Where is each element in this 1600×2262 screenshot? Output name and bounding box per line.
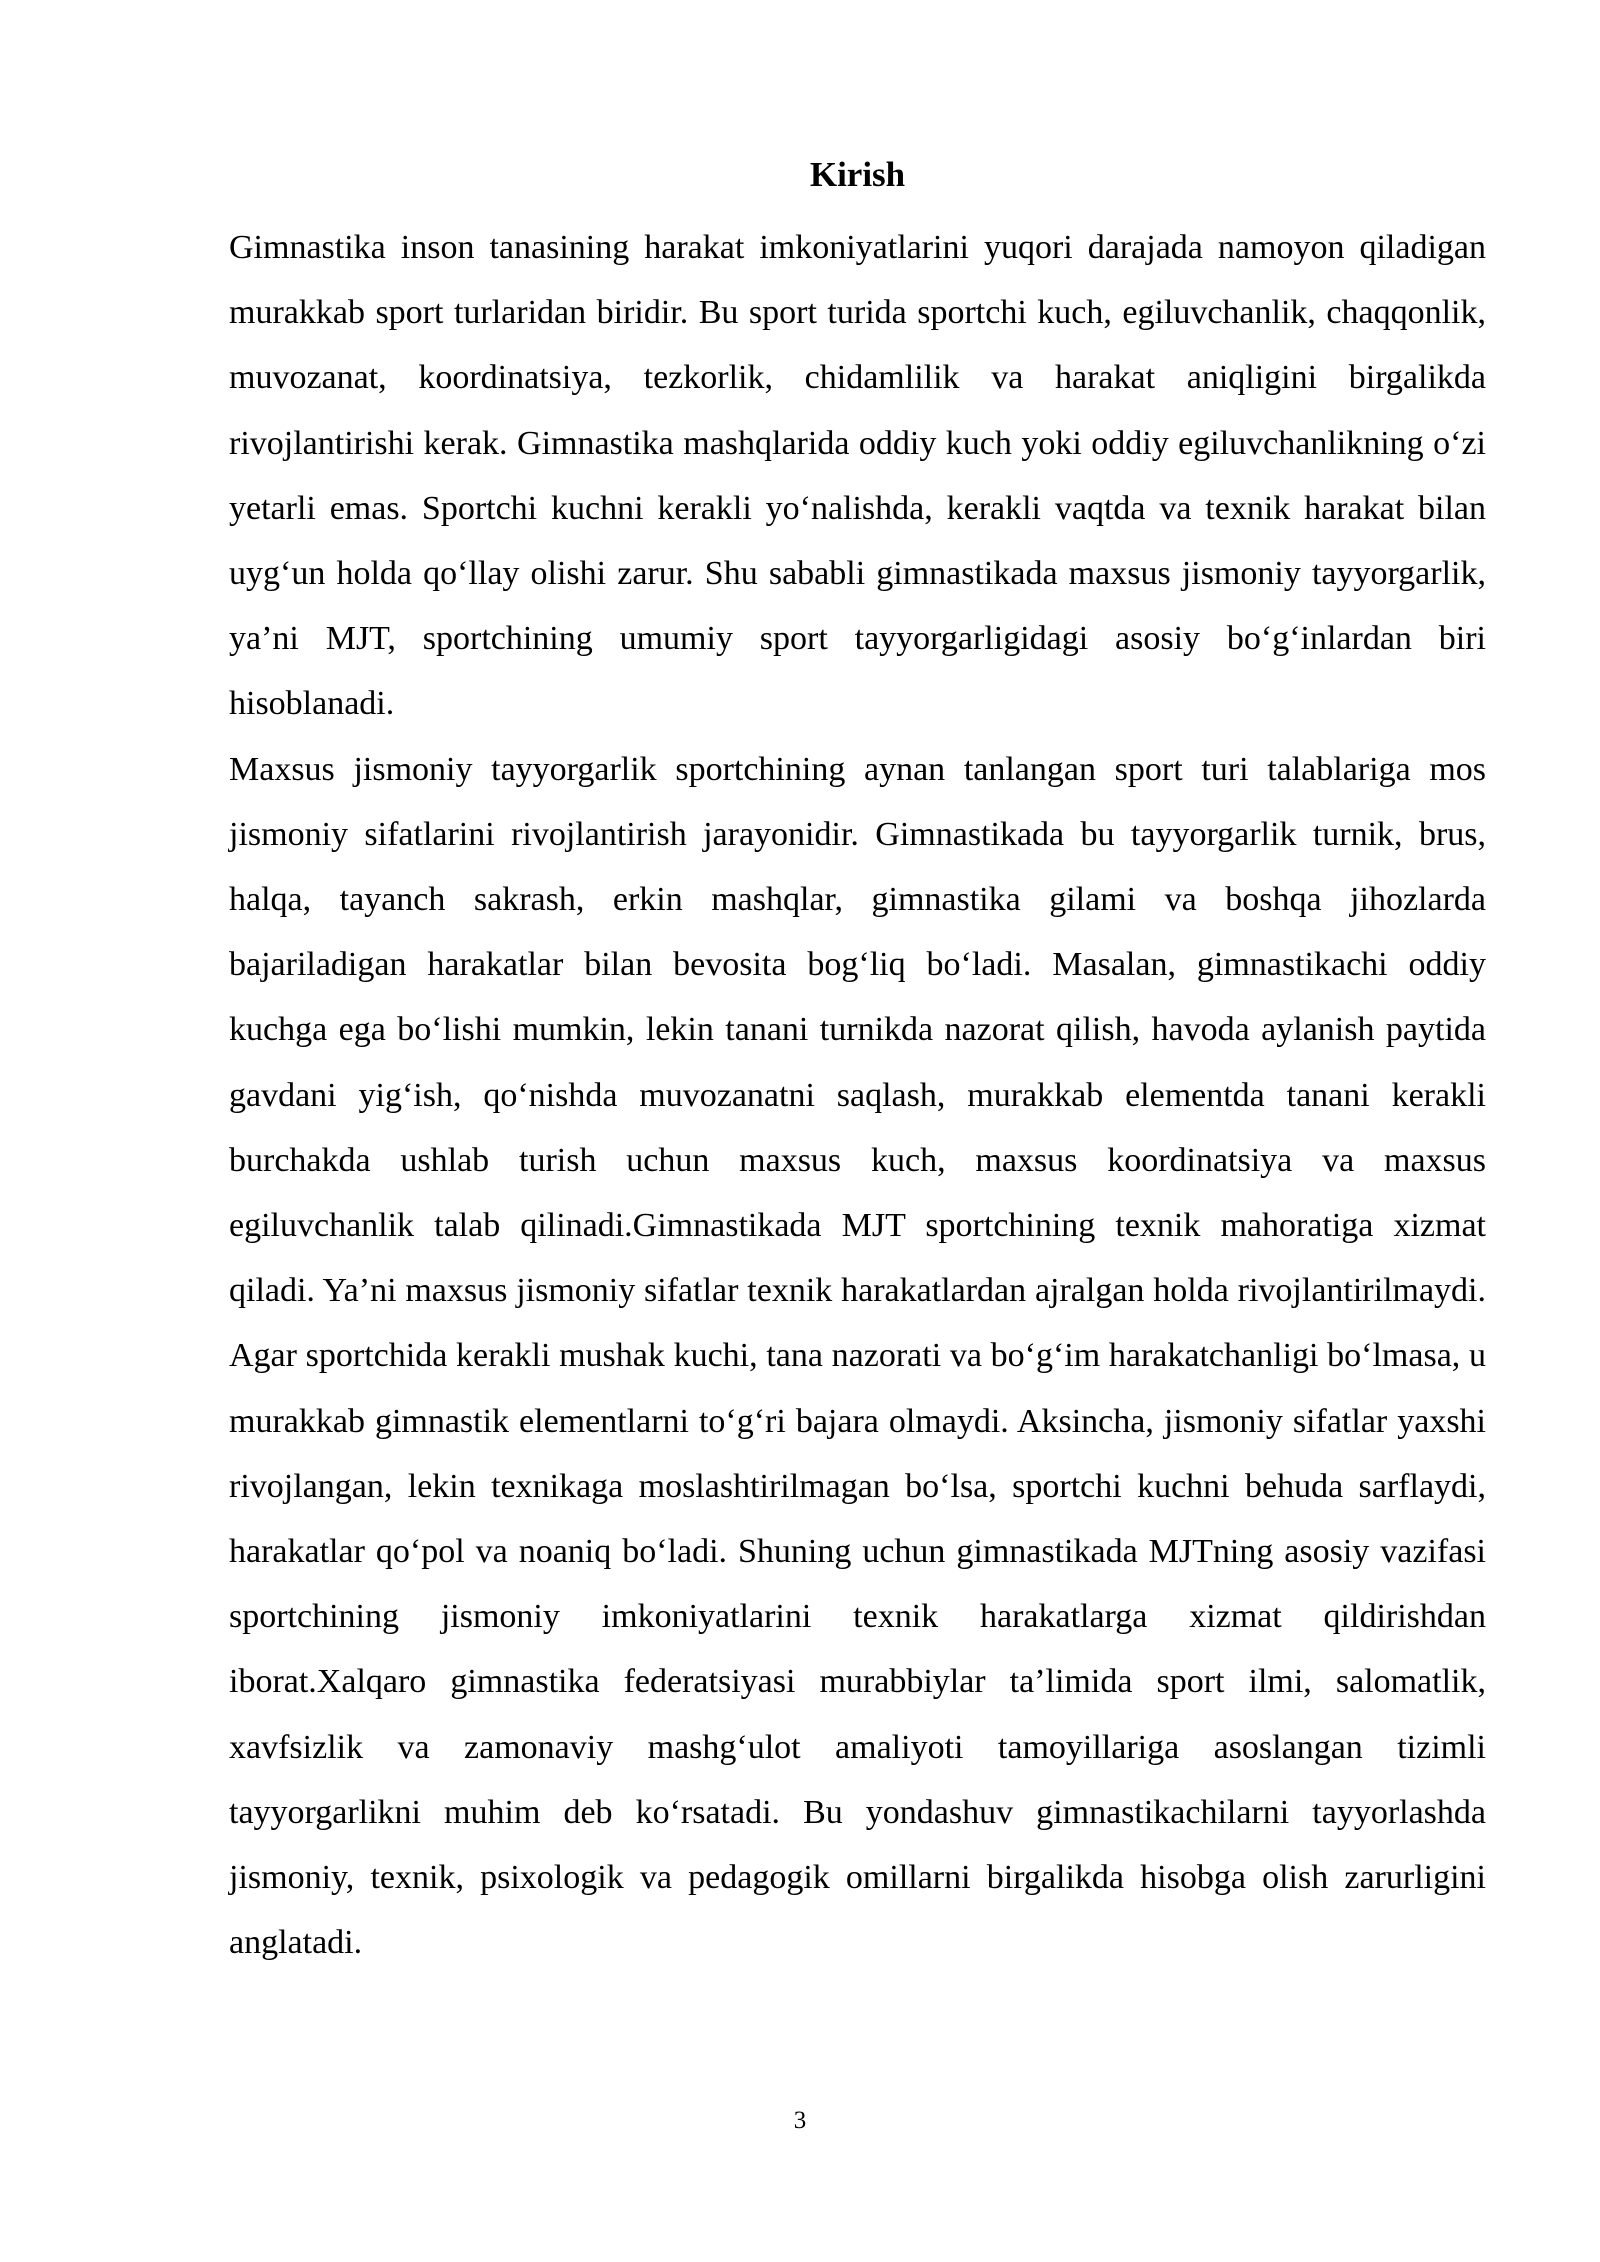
paragraph-introduction: Gimnastika inson tanasining harakat imkoniyatlarini yuqori darajada namoyon qiladigan murakkab sport turlaridan biridir. Bu sport turida sportchi kuch, egiluvchanlik, chaqqonlik, muvozanat, koordinatsiya, tezkorlik, chidamlilik va harakat aniqligini birgalikda rivojlantirishi kerak. Gimnastika mashqlarida oddiy kuch yoki oddiy egiluvchanlikning o‘zi yetarli emas. Sportchi kuchni kerakli yo‘nalishda, kerakli vaqtda va texnik harakat bilan uyg‘un holda qo‘llay olishi zarur. Shu sababli gimnastikada maxsus jismoniy tayyorgarlik, ya’ni MJT, sportchining umumiy sport tayyorgarligidagi asosiy bo‘g‘inlardan biri hisoblanadi. [229, 229, 1486, 723]
page-number: 3 [793, 2107, 807, 2134]
paragraph-special-physical-preparation: Maxsus jismoniy tayyorgarlik sportchining aynan tanlangan sport turi talablariga mos jismoniy sifatlarini rivojlantirish jarayonidir. Gimnastikada bu tayyorgarlik turnik, brus, halqa, tayanch sakrash, erkin mashqlar, gimnastika gilami va boshqa jihozlarda bajariladigan harakatlar bilan bevosita bog‘liq bo‘ladi. Masalan, gimnastikachi oddiy kuchga ega bo‘lishi mumkin, lekin tanani turnikda nazorat qilish, havoda aylanish paytida gavdani yig‘ish, qo‘nishda muvozanatni saqlash, murakkab elementda tanani kerakli burchakda ushlab turish uchun maxsus kuch, maxsus koordinatsiya va maxsus egiluvchanlik talab qilinadi.Gimnastikada MJT sportchining texnik mahoratiga xizmat qiladi. Ya’ni maxsus jismoniy sifatlar texnik harakatlardan ajralgan holda rivojlantirilmaydi. Agar sportchida kerakli mushak kuchi, tana nazorati va bo‘g‘im harakatchanligi bo‘lmasa, u murakkab gimnastik elementlarni to‘g‘ri bajara olmaydi. Aksincha, jismoniy sifatlar yaxshi rivojlangan, lekin texnikaga moslashtirilmagan bo‘lsa, sportchi kuchni behuda sarflaydi, harakatlar qo‘pol va noaniq bo‘ladi. Shuning uchun gimnastikada MJTning asosiy vazifasi sportchining jismoniy imkoniyatlarini texnik harakatlarga xizmat qildirishdan iborat.Xalqaro gimnastika federatsiyasi murabbiylar ta’limida sport ilmi, salomatlik, xavfsizlik va zamonaviy mashg‘ulot amaliyoti tamoyillariga asoslangan tizimli tayyorgarlikni muhim deb ko‘rsatadi. Bu yondashuv gimnastikachilarni tayyorlashda jismoniy, texnik, psixologik va pedagogik omillarni birgalikda hisobga olish zarurligini anglatadi. [229, 750, 1486, 1962]
section-heading: Kirish [809, 155, 906, 194]
body-text [229, 215, 1486, 1975]
